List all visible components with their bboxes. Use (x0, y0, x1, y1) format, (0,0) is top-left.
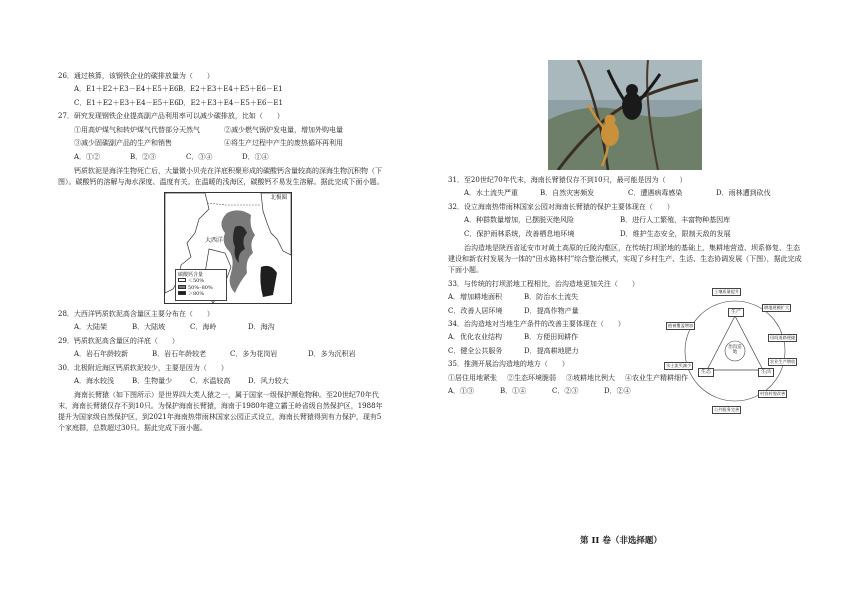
q27-statements-row2 (58, 139, 388, 148)
q35-statements (448, 373, 688, 383)
q35-option-d: D．②④ (604, 387, 631, 396)
section-title-part2: 第 II 卷（非选择题） (580, 536, 662, 546)
q27-statement-4: ④将生产过程中产生的废热循环再利用 (224, 139, 343, 148)
q34-option-c: C．健全公共服务 (448, 346, 503, 355)
atlantic-label: 大西洋 (205, 236, 224, 244)
q32-option-b: B．进行人工繁殖，丰富物种基因库 (620, 216, 731, 225)
q32-stem: 32．设立海南热带雨林国家公园对海南长臂猿的保护主要体现在（ ） (448, 202, 674, 211)
q27-option-a: A．①② (74, 152, 101, 161)
gibbon-photo (548, 60, 702, 170)
q32-option-c: C．保护雨林系统，改善栖息地环境 (464, 229, 575, 238)
gully-land-diagram (664, 282, 806, 420)
q28-option-b: B．大陆坡 (132, 323, 166, 332)
q26-option-b: B．E2＋E3＋E4＋E5＋E6－E1 (178, 85, 283, 94)
q27-option-d: D．①④ (242, 152, 269, 161)
q29-option-a: A．岩石年龄较新 (74, 350, 129, 359)
diagram-box-6: 公共服务完善 (714, 407, 740, 412)
map-legend (175, 269, 227, 301)
q34-option-b: B．方便田间耕作 (524, 333, 579, 342)
q35-option-a: A．①③ (448, 387, 475, 396)
q29-option-d: D．多为沉积岩 (308, 350, 356, 359)
q30-stem: 30．北极附近海区钙质软泥较少，主要是因为（ ） (58, 363, 228, 372)
atlantic-ooze-map (164, 192, 292, 304)
q34-stem: 34．治沟造地对当地生产条件的改善主要体现在（ ） (448, 320, 625, 329)
q27-stem: 27．研究发现钢铁企业提高副产品利用率可以减少碳排放，比如（ ） (58, 112, 284, 121)
q31-option-d: D．雨林遭到砍伐 (716, 189, 771, 198)
q31-option-c: C．遭遇病毒感染 (628, 189, 683, 198)
legend-swatch-high (178, 291, 186, 295)
q33-stem: 33．与传统的打坝淤地工程相比，治沟造地更加关注（ ） (448, 279, 639, 288)
q31-option-b: B．自然灾害频发 (540, 189, 595, 198)
q34-option-d: D．提高耕地肥力 (524, 346, 579, 355)
q32-option-d: D．维护生态安全，限制天敌的发展 (620, 229, 731, 238)
q35-options (448, 387, 658, 396)
arctic-circle-label: 北极圈 (270, 194, 287, 201)
q28-option-d: D．海沟 (248, 323, 275, 332)
q33-option-a: A．增加耕地面积 (448, 293, 503, 302)
q33-option-d: D．提高作物产量 (524, 306, 579, 315)
right-column (448, 60, 804, 412)
q30-option-c: C．水温较高 (190, 376, 231, 385)
q28-option-a: A．大陆架 (74, 323, 108, 332)
q26-option-c: C．E1＋E2＋E3＋E4－E5＋E6 (74, 98, 179, 107)
q27-statement-1: ①用高炉煤气和转炉煤气代替部分天然气 (74, 125, 200, 134)
q26-stem: 26．通过核算，该钢铁企业的碳排放量为（ ） (58, 72, 214, 80)
q35-statement-4: ④农业生产精耕细作 (625, 373, 688, 382)
q27-statements-row1 (58, 126, 388, 135)
q30-option-b: B．生物量少 (132, 376, 173, 385)
q31-options (448, 189, 804, 198)
diagram-box-1: 土壤质量提升 (714, 289, 740, 294)
q30-option-a: A．海水较浅 (74, 376, 115, 385)
diagram-node-living: 生活 (758, 368, 774, 377)
left-column (58, 72, 388, 438)
passage-calcareous-ooze: 钙质软泥是海洋生物死亡后，大量微小贝壳在洋底积聚形成的碳酸钙含量较高的深海生物沉积物（下图）。碳酸钙的溶解与海水深度、温度有关。在温暖的浅海区，碳酸钙不易发生溶解。据此完成下面小题。 (58, 167, 384, 186)
q33-option-b: B．防治水土流失 (524, 293, 579, 302)
q28-options (58, 323, 388, 332)
q31-stem: 31．至20世纪70年代末，海南长臂猿仅存不到10只，最可能是因为（ ） (448, 176, 687, 184)
q30-option-d: D．风力较大 (248, 376, 289, 385)
q32-option-a: A．种群数量增加，已摆脱灭绝风险 (464, 216, 575, 225)
q32-options-row2 (448, 230, 804, 239)
q35-statement-1: ①居住用地紧张 (448, 373, 497, 382)
q33-options-row2 (448, 307, 658, 316)
legend-label-high: ＞80% (188, 291, 205, 298)
legend-swatch-low (178, 278, 186, 282)
diagram-box-3: 田间道路便捷 (770, 335, 796, 340)
q27-option-c: C．③④ (186, 152, 213, 161)
diagram-node-ecology: 生态 (698, 368, 714, 377)
diagram-box-4: 农业生产增收 (770, 359, 796, 364)
south-atlantic-zone (260, 266, 277, 297)
q34-options-row2 (448, 347, 658, 356)
q35-option-c: C．②③ (552, 387, 579, 396)
q26-options-row1 (58, 85, 388, 94)
q31-option-a: A．水土流失严重 (464, 189, 519, 198)
passage-hainan-gibbon: 海南长臂猿（如下图所示）是世界四大类人猿之一，属于国家一级保护濒危物种。至20世纪70年代末，海南长臂猿仅存不到10只。为保护海南长臂猿，海南于1980年建立霸王岭省级自然保护区，1988年提升为国家级自然保护区，到2021年海南热带雨林国家公园正式设立，海南长臂猿得到有力保护，现有5个家庭群，总数超过30只。据此完成下面小题。 (58, 391, 383, 432)
q34-option-a: A．优化农业结构 (448, 333, 503, 342)
diagram-box-7: 水土流失减少 (666, 363, 692, 368)
q27-statement-3: ③减少固碳副产品的生产和销售 (74, 139, 172, 148)
q26-option-a: A．E1＋E2＋E3－E4＋E5＋E6 (74, 85, 179, 94)
diagram-box-2: 耕地规模扩大 (764, 305, 790, 310)
q30-options (58, 377, 388, 386)
diagram-box-8: 植被覆盖增加 (668, 323, 694, 328)
q26-option-d: D．E2＋E3＋E4－E5＋E6－E1 (178, 98, 283, 107)
diagram-box-5: 村容村貌改善 (760, 391, 786, 396)
q29-option-c: C．多为花岗岩 (230, 350, 278, 359)
legend-label-mid: 50%–80% (188, 284, 213, 291)
q26-options-row2 (58, 99, 388, 108)
q33-option-c: C．改善人居环境 (448, 306, 503, 315)
q35-stem: 35．推测开展治沟造地的地方（ ） (448, 360, 569, 369)
q35-option-b: B．①④ (500, 387, 527, 396)
q27-options (58, 153, 388, 162)
q33-options-row1 (448, 293, 658, 302)
q35-statement-2: ②生态环境脆弱 (507, 373, 556, 382)
q28-option-c: C．海岭 (190, 323, 217, 332)
legend-swatch-mid (178, 285, 186, 289)
q27-statement-2: ②减少燃气锅炉发电量，增加外购电量 (224, 125, 343, 134)
diagram-center: 治沟造地 (728, 345, 742, 355)
q34-options-row1 (448, 333, 658, 342)
q27-option-b: B．②③ (130, 152, 157, 161)
passage-gully-land: 治沟造地是陕西省延安市对黄土高原的丘陵沟壑区，在传统打坝淤地的基础上，集耕地营造、坝系修复、生态建设和新农村发展为一体的“田水路林村”综合整治模式，实现了乡村生产、生活、生态协调发展（下图），据此完成下面小题。 (448, 244, 802, 274)
legend-row-3 (178, 291, 224, 298)
q28-stem: 28．大西洋钙质软泥高含量区主要分布在（ ） (58, 309, 214, 318)
q29-stem: 29．钙质软泥高含量区的洋底（ ） (58, 336, 179, 345)
q29-option-b: B．岩石年龄较老 (152, 350, 207, 359)
legend-label-low: ＜50% (188, 278, 205, 285)
gibbon-photo-graphic (548, 60, 702, 170)
q29-options (58, 350, 388, 359)
q32-options-row1 (448, 216, 804, 225)
diagram-node-production: 生产 (728, 308, 744, 317)
q35-statement-3: ③坡耕地比例大 (566, 373, 615, 382)
legend-title: 碳酸钙含量 (178, 271, 204, 278)
